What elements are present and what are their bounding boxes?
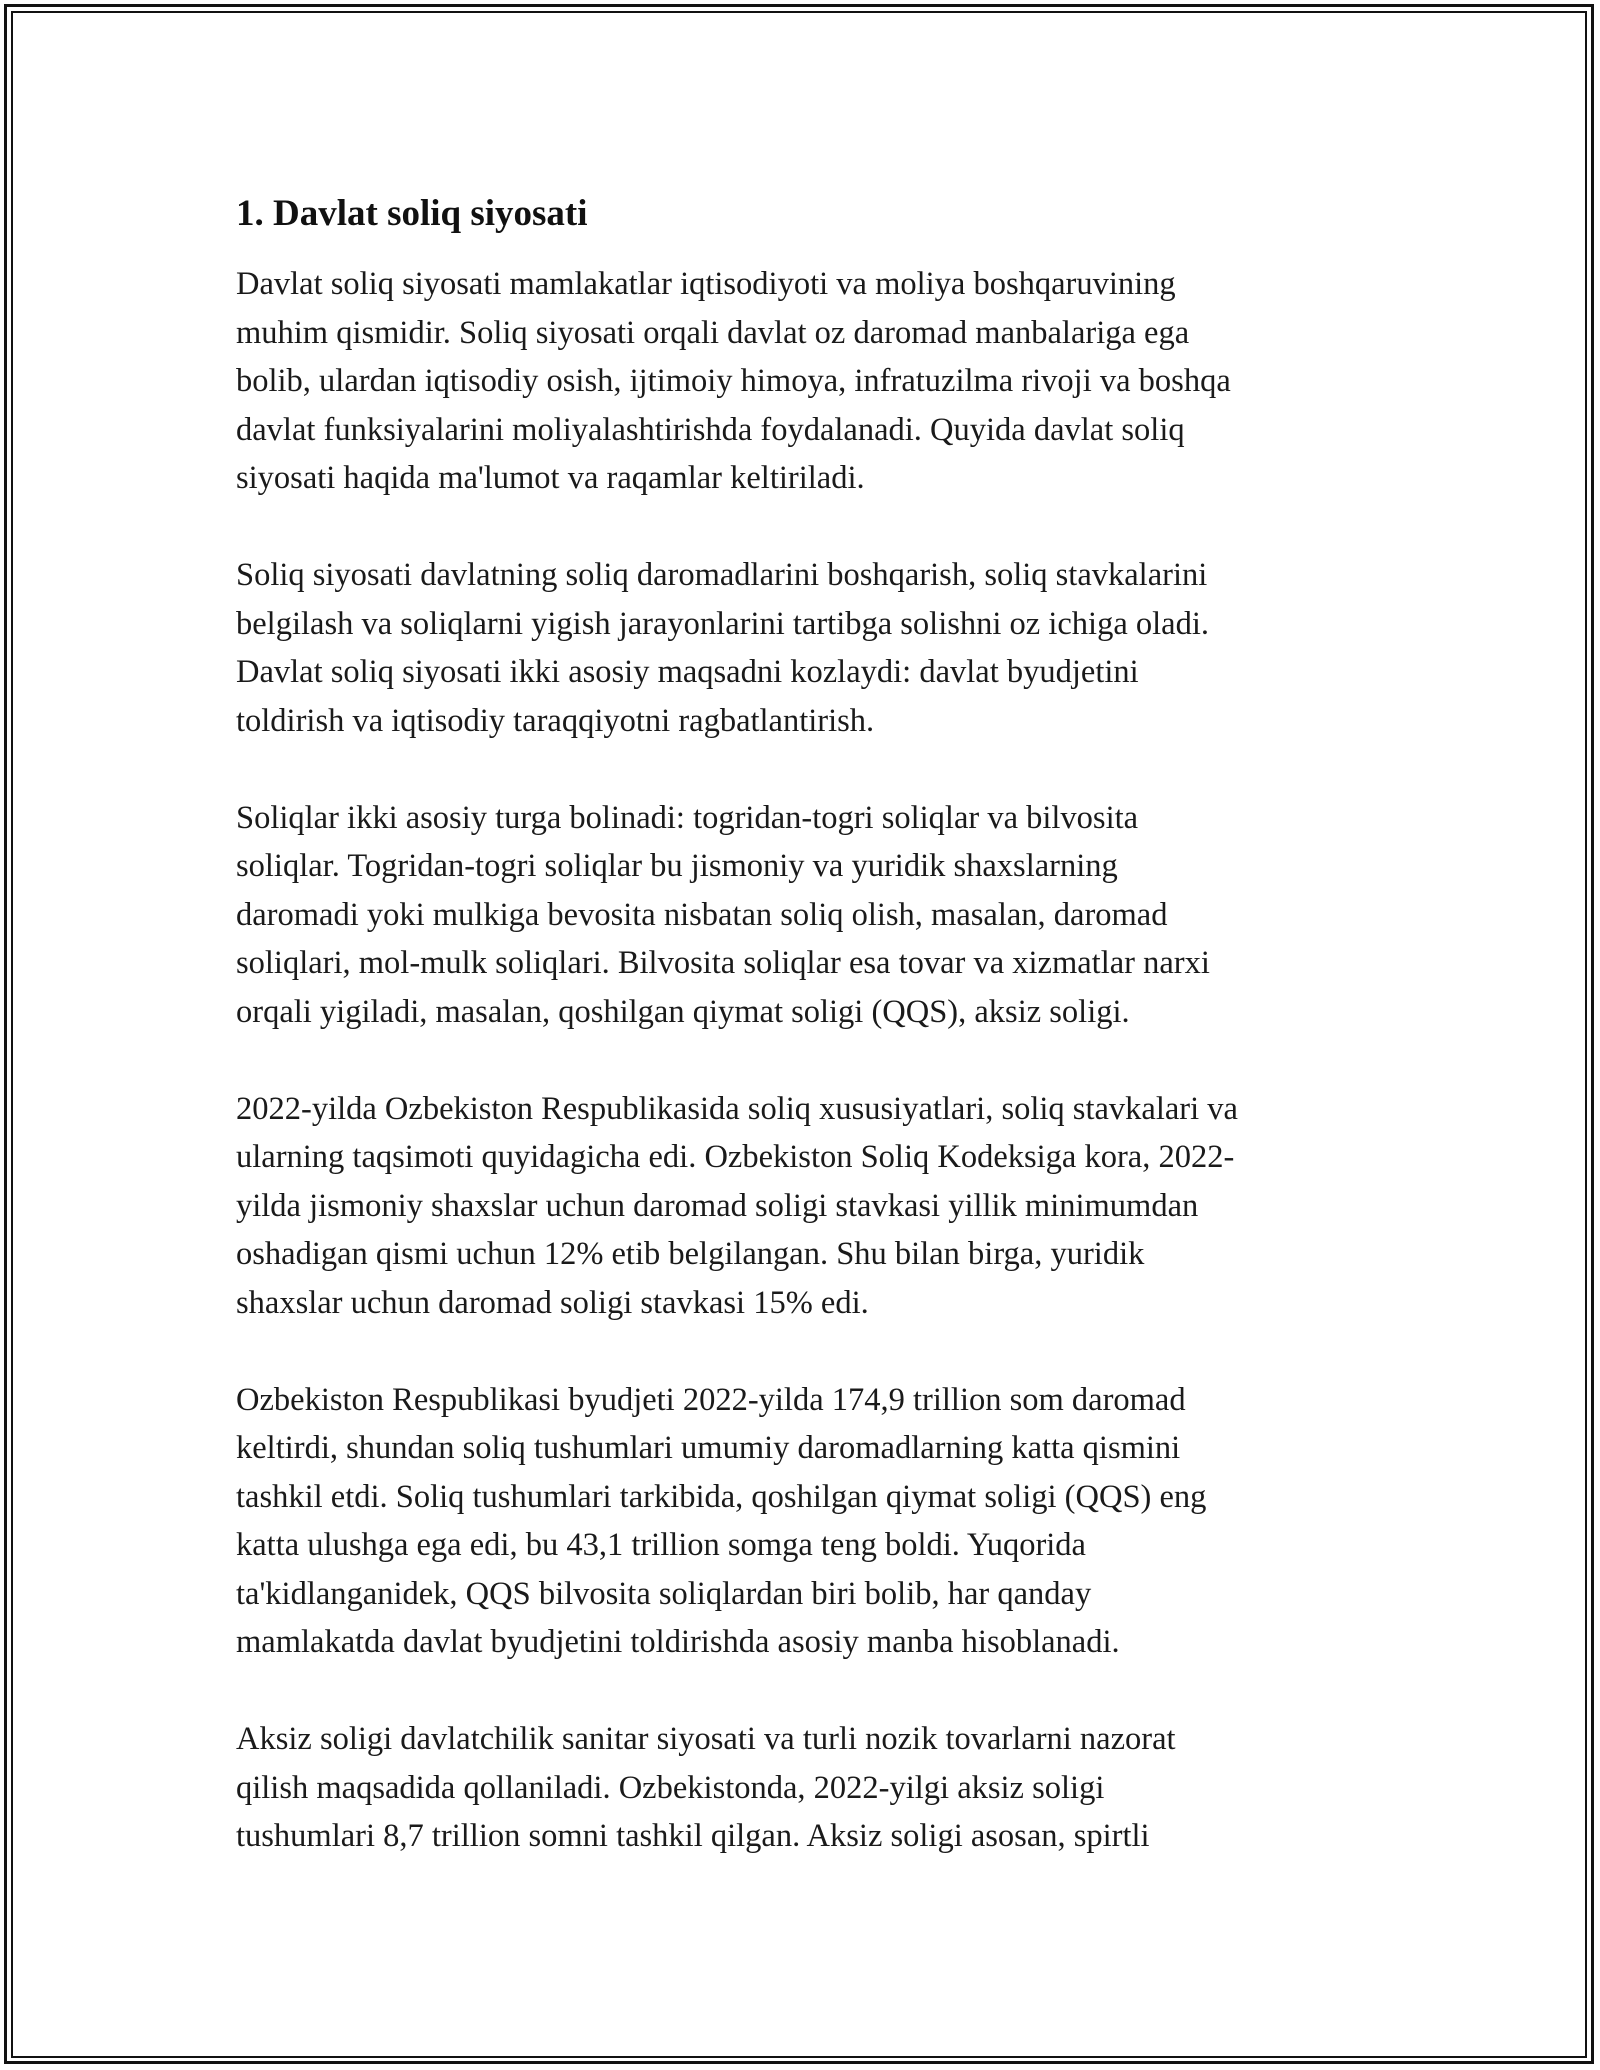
document-body (236, 188, 1376, 1909)
paragraph-2: Soliq siyosati davlatning soliq daromadlarini boshqarish, soliq stavkalarini belgilash va soliqlarni yigish jarayonlarini tartibga solishni oz ichiga oladi. Davlat soliq siyosati ikki asosiy maqsadni kozlaydi: davlat byudjetini toldirish va iqtisodiy taraqqiyotni ragbatlantirish. (236, 557, 1209, 739)
paragraph-1: Davlat soliq siyosati mamlakatlar iqtisodiyoti va moliya boshqaruvining muhim qismidir. Soliq siyosati orqali davlat oz daromad manbalariga ega bolib, ulardan iqtisodiy osish, ijtimoiy himoya, infratuzilma rivoji va boshqa davlat funksiyalarini moliyalashtirishda foydalanadi. Quyida davlat soliq siyosati haqida ma'lumot va raqamlar keltiriladi. (236, 266, 1231, 496)
paragraph-4: 2022-yilda Ozbekiston Respublikasida soliq xususiyatlari, soliq stavkalari va ularning taqsimoti quyidagicha edi. Ozbekiston Soliq Kodeksiga kora, 2022- yilda jismoniy shaxslar uchun daromad soligi stavkasi yillik minimumdan oshadigan qismi uchun 12% etib belgilangan. Shu bilan birga, yuridik shaxslar uchun daromad soligi stavkasi 15% edi. (236, 1090, 1238, 1321)
paragraph-5: Ozbekiston Respublikasi byudjeti 2022-yilda 174,9 trillion som daromad keltirdi, shundan soliq tushumlari umumiy daromadlarning katta qismini tashkil etdi. Soliq tushumlari tarkibida, qoshilgan qiymat soligi (QQS) eng katta ulushga ega edi, bu 43,1 trillion somga teng boldi. Yuqorida ta'kidlanganidek, QQS bilvosita soliqlardan biri bolib, har qanday mamlakatda davlat byudjetini toldirishda asosiy manba hisoblanadi. (236, 1381, 1207, 1660)
section-heading: 1. Davlat soliq siyosati (236, 193, 588, 234)
paragraph-3: Soliqlar ikki asosiy turga bolinadi: togridan-togri soliqlar va bilvosita soliqlar. Togridan-togri soliqlar bu jismoniy va yuridik shaxslarning daromadi yoki mulkiga bevosita nisbatan soliq olish, masalan, daromad soliqlari, mol-mulk soliqlari. Bilvosita soliqlar esa tovar va xizmatlar narxi orqali yigiladi, masalan, qoshilgan qiymat soligi (QQS), aksiz soligi. (236, 799, 1210, 1030)
paragraph-6: Aksiz soligi davlatchilik sanitar siyosati va turli nozik tovarlarni nazorat qilish maqsadida qollaniladi. Ozbekistonda, 2022-yilgi aksiz soligi tushumlari 8,7 trillion somni tashkil qilgan. Aksiz soligi asosan, spirtli (236, 1721, 1176, 1854)
